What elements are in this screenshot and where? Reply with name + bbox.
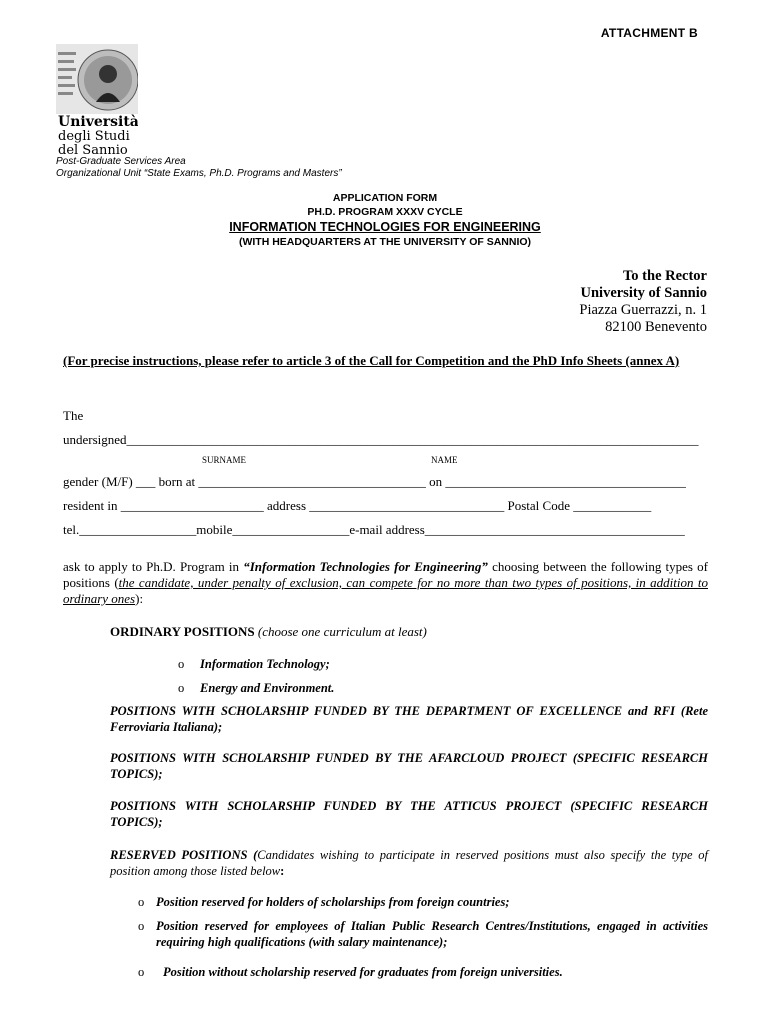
department-line-1: Post-Graduate Services Area (56, 156, 186, 167)
para-text-c: choosing between the following types of positions ( (63, 559, 708, 590)
address-line-3: Piazza Guerrazzi, n. 1 (579, 302, 707, 318)
list-item[interactable] (138, 964, 708, 980)
application-paragraph (63, 559, 708, 607)
ordinary-item-2: Energy and Environment. (200, 681, 335, 695)
university-logo (56, 44, 138, 156)
program-quote: “Information Technologies for Engineering” (243, 559, 488, 574)
ordinary-item-1: Information Technology; (200, 657, 330, 671)
bullet-icon: o (178, 657, 185, 671)
surname-label: SURNAME (202, 455, 247, 465)
reserved-heading-text: RESERVED POSITIONS ( (110, 848, 258, 862)
attachment-label: ATTACHMENT B (600, 26, 698, 40)
logo-line-3: del Sannio (58, 143, 128, 156)
department-info (56, 156, 342, 180)
name-label: NAME (431, 455, 458, 465)
address-line-2: University of Sannio (580, 285, 707, 301)
instructions-note: (For precise instructions, please refer to article 3 of the Call for Competition and the PhD Info Sheets (annex A) (63, 353, 680, 368)
address-line-4: 82100 Benevento (605, 319, 707, 335)
bullet-icon: o (138, 919, 145, 933)
reserved-item-2: Position reserved for employees of Italian Public Research Centres/Institutions, engaged in activities requiring high qualifications (with salary maintenance); (156, 919, 708, 949)
ordinary-positions-heading (110, 624, 427, 640)
para-text-a: ask to apply to Ph.D. Program in (63, 559, 244, 574)
reserved-end: : (280, 864, 285, 878)
list-item[interactable] (138, 918, 708, 950)
reserved-item-1: Position reserved for holders of scholarships from foreign countries; (156, 895, 510, 909)
program-headquarters: (WITH HEADQUARTERS AT THE UNIVERSITY OF SANNIO) (238, 236, 532, 248)
positions-department-excellence[interactable]: POSITIONS WITH SCHOLARSHIP FUNDED BY THE DEPARTMENT OF EXCELLENCE and RFI (Rete Ferroviaria Italiana); (110, 704, 708, 734)
department-line-2: Organizational Unit “State Exams, Ph.D. Programs and Masters” (56, 168, 342, 179)
university-seal-icon (56, 44, 138, 156)
program-cycle: PH.D. PROGRAM XXXV CYCLE (307, 206, 463, 218)
address-line-1: To the Rector (622, 268, 707, 284)
program-name: INFORMATION TECHNOLOGIES FOR ENGINEERING (229, 220, 541, 234)
residence-field[interactable]: resident in ______________________ address ______________________________ Postal Code ____________ (63, 498, 652, 513)
form-title: APPLICATION FORM (332, 192, 438, 204)
gender-birth-field[interactable]: gender (M/F) ___ born at ___________________________________ on _____________________________________ (63, 474, 686, 489)
logo-line-2: degli Studi (58, 129, 130, 144)
logo-line-1: Università (58, 114, 138, 130)
list-item[interactable] (178, 680, 334, 696)
ordinary-note: (choose one curriculum at least) (254, 624, 427, 639)
recipient-address (579, 268, 707, 336)
reserved-note: Candidates wishing to participate in reserved positions must also specify the type of position among those listed below (110, 848, 708, 878)
bullet-icon: o (178, 681, 185, 695)
reserved-item-3: Position without scholarship reserved for graduates from foreign universities. (163, 965, 563, 979)
bullet-icon: o (138, 895, 145, 909)
ordinary-heading-text: ORDINARY POSITIONS (110, 624, 255, 639)
exclusion-note: the candidate, under penalty of exclusion, can compete for no more than two types of positions, in addition to ordinary ones (63, 575, 708, 606)
reserved-positions-heading (110, 847, 708, 879)
the-label: The (63, 408, 84, 423)
contact-field[interactable]: tel.__________________mobile__________________e-mail address________________________________________ (63, 522, 685, 537)
bullet-icon: o (138, 965, 145, 979)
list-item[interactable] (138, 894, 708, 910)
positions-afarcloud[interactable]: POSITIONS WITH SCHOLARSHIP FUNDED BY THE AFARCLOUD PROJECT (SPECIFIC RESEARCH TOPICS); (110, 751, 708, 781)
para-text-e: ): (135, 591, 144, 606)
undersigned-field[interactable]: undersigned________________________________________________________________________________________ (63, 432, 699, 447)
positions-atticus[interactable]: POSITIONS WITH SCHOLARSHIP FUNDED BY THE ATTICUS PROJECT (SPECIFIC RESEARCH TOPICS); (110, 799, 708, 829)
list-item[interactable] (178, 656, 330, 672)
